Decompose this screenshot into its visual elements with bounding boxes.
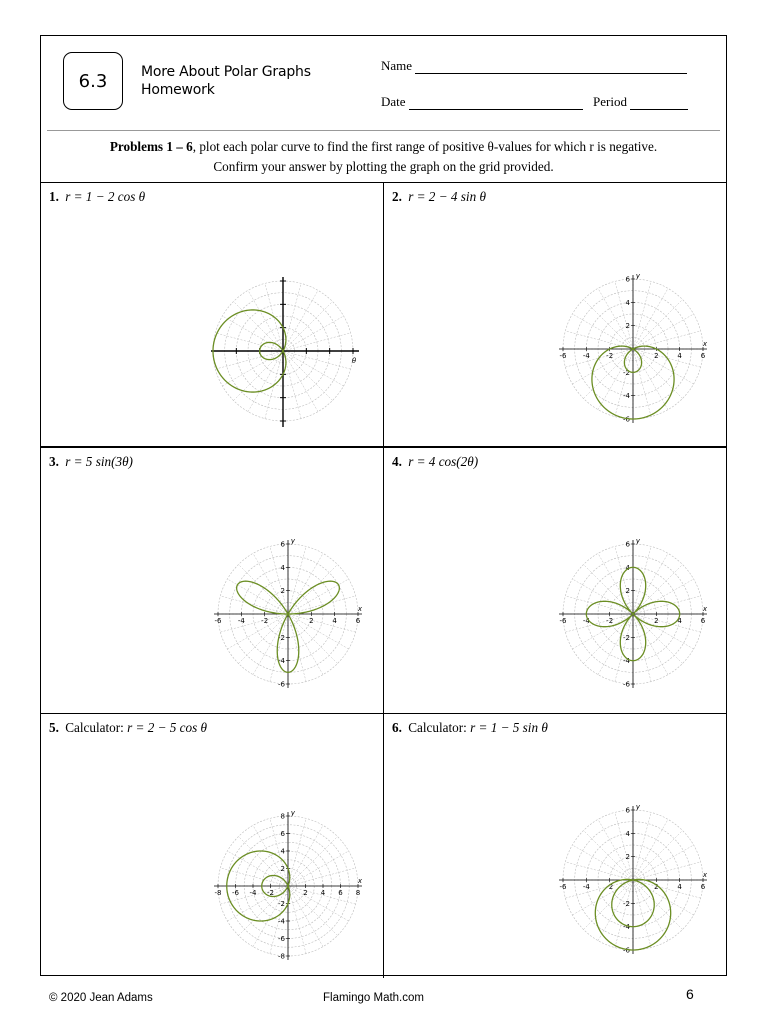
y-tick-label: -4 (278, 917, 285, 926)
x-tick-label: 6 (700, 352, 706, 360)
name-blank[interactable] (415, 62, 687, 74)
x-tick-label: 4 (320, 889, 326, 897)
x-tick-label: -2 (606, 883, 614, 891)
title-line-1: More About Polar Graphs (141, 64, 311, 80)
y-axis-label: y (635, 537, 641, 545)
problem-prefix: Calculator: (65, 720, 124, 735)
footer-copyright: © 2020 Jean Adams (49, 992, 153, 1004)
x-tick-label: -4 (249, 889, 257, 897)
y-tick-label: -6 (278, 680, 285, 689)
y-tick-label: -4 (623, 392, 630, 401)
problem-equation: r = 2 − 5 cos θ (127, 720, 208, 735)
y-tick-label: 6 (625, 275, 630, 284)
y-tick-label: 4 (625, 298, 630, 307)
x-tick-label: 2 (309, 617, 314, 625)
y-tick-label: 4 (280, 563, 285, 572)
problem-equation: r = 2 − 4 sin θ (408, 189, 486, 204)
y-tick-label: 2 (625, 853, 630, 862)
theta-axis-label: θ (351, 357, 357, 365)
y-tick-label: 2 (625, 587, 630, 596)
y-tick-label: -6 (623, 415, 630, 424)
problem-equation: r = 1 − 5 sin θ (470, 720, 548, 735)
x-tick-label: 2 (303, 889, 308, 897)
problem-number: 4. (392, 454, 402, 469)
problem-5-label (49, 720, 207, 736)
x-tick-label: 4 (677, 352, 682, 360)
y-tick-label: 6 (280, 830, 285, 838)
y-tick-label: 2 (280, 865, 285, 873)
x-tick-label: -4 (582, 352, 590, 360)
instructions-line-1 (41, 137, 726, 157)
x-axis-label: x (357, 605, 363, 613)
date-blank[interactable] (409, 98, 583, 110)
x-tick-label: 2 (654, 883, 659, 891)
x-tick-label: 2 (654, 617, 659, 625)
footer-site: Flamingo Math.com (323, 992, 424, 1004)
x-tick-label: 4 (677, 883, 682, 891)
x-tick-label: -6 (214, 617, 222, 625)
problem-6-label (392, 720, 548, 736)
problem-1-cell (41, 183, 384, 448)
instructions-text: , plot each polar curve to find the first range of positive θ-values for which r is negative. (192, 139, 658, 154)
x-tick-label: 6 (355, 617, 361, 625)
x-tick-label: -2 (606, 352, 614, 360)
problem-number: 2. (392, 189, 402, 204)
x-tick-label: -4 (237, 617, 245, 625)
worksheet-header (41, 36, 726, 131)
y-tick-label: -2 (623, 633, 630, 642)
problem-2-label (392, 189, 486, 205)
x-tick-label: 6 (700, 617, 706, 625)
period-label: Period (593, 94, 627, 109)
problem-number: 5. (49, 720, 59, 735)
header-divider (47, 130, 720, 131)
x-tick-label: -6 (559, 617, 567, 625)
problem-3-cell (41, 448, 384, 714)
problem-grid (41, 182, 726, 978)
title-line-2: Homework (141, 82, 215, 98)
y-tick-label: -2 (278, 900, 285, 908)
page-number: 6 (686, 986, 694, 1002)
problem-equation: r = 5 sin(3θ) (65, 454, 133, 469)
name-field (381, 58, 687, 74)
date-label: Date (381, 94, 406, 109)
x-tick-label: -2 (267, 889, 274, 897)
x-tick-label: 8 (355, 889, 361, 897)
date-field (381, 94, 583, 110)
x-tick-label: -6 (559, 883, 567, 891)
worksheet-title (141, 63, 311, 99)
y-tick-label: -6 (278, 935, 285, 943)
y-tick-label: -6 (623, 946, 630, 955)
polar-plot-4 (550, 524, 716, 696)
x-tick-label: -2 (261, 617, 269, 625)
y-tick-label: -6 (623, 680, 630, 689)
problem-equation: r = 4 cos(2θ) (408, 454, 479, 469)
y-axis-label: y (635, 803, 641, 811)
x-tick-label: 4 (332, 617, 337, 625)
problem-4-cell (384, 448, 726, 714)
x-tick-label: -4 (582, 617, 590, 625)
instructions (41, 137, 726, 177)
y-tick-label: -2 (278, 633, 285, 642)
problem-equation: r = 1 − 2 cos θ (65, 189, 146, 204)
y-tick-label: -2 (623, 899, 630, 908)
y-tick-label: 6 (625, 806, 630, 815)
x-axis-label: x (702, 340, 708, 348)
y-axis-label: y (635, 272, 641, 280)
y-tick-label: -4 (623, 923, 630, 932)
y-tick-label: -8 (278, 952, 285, 961)
x-tick-label: 4 (677, 617, 682, 625)
polar-plot-1 (209, 277, 365, 433)
y-tick-label: 4 (280, 847, 285, 856)
x-tick-label: -8 (214, 889, 222, 897)
y-tick-label: -2 (623, 368, 630, 377)
problem-4-label (392, 454, 478, 470)
y-tick-label: 6 (625, 540, 630, 549)
y-tick-label: 8 (280, 812, 285, 821)
worksheet (40, 35, 727, 976)
y-tick-label: 4 (625, 829, 630, 838)
problem-5-cell (41, 714, 384, 978)
x-tick-label: -6 (559, 352, 567, 360)
problem-number: 3. (49, 454, 59, 469)
x-tick-label: 6 (700, 883, 706, 891)
y-axis-label: y (290, 809, 296, 817)
problem-number: 6. (392, 720, 402, 735)
problem-number: 1. (49, 189, 59, 204)
y-axis-label: y (290, 537, 296, 545)
name-label: Name (381, 58, 413, 73)
polar-plot-2 (550, 259, 716, 431)
problem-prefix: Calculator: (408, 720, 467, 735)
period-blank[interactable] (630, 98, 688, 110)
y-tick-label: 6 (280, 540, 285, 549)
problem-3-label (49, 454, 133, 470)
x-axis-label: x (357, 877, 363, 885)
x-tick-label: -2 (606, 617, 614, 625)
x-tick-label: -6 (232, 889, 239, 897)
x-tick-label: -4 (582, 883, 590, 891)
x-tick-label: 6 (338, 889, 343, 897)
y-tick-label: -4 (278, 657, 285, 666)
lesson-number-box (63, 52, 123, 110)
instructions-line-2: Confirm your answer by plotting the graph on the grid provided. (213, 159, 554, 174)
x-tick-label: 2 (654, 352, 659, 360)
polar-plot-5 (205, 796, 371, 968)
y-tick-label: -4 (623, 657, 630, 666)
problem-1-label (49, 189, 145, 205)
lesson-number: 6.3 (78, 70, 108, 92)
polar-plot-3 (205, 524, 371, 696)
x-axis-label: x (702, 871, 708, 879)
y-tick-label: 4 (625, 563, 630, 572)
polar-plot-6 (550, 790, 716, 962)
x-axis-label: x (702, 605, 708, 613)
y-tick-label: 2 (280, 587, 285, 596)
problem-2-cell (384, 183, 726, 448)
period-field (593, 94, 688, 110)
y-tick-label: 2 (625, 322, 630, 331)
instructions-bold: Problems 1 – 6 (109, 139, 193, 154)
problem-6-cell (384, 714, 726, 978)
